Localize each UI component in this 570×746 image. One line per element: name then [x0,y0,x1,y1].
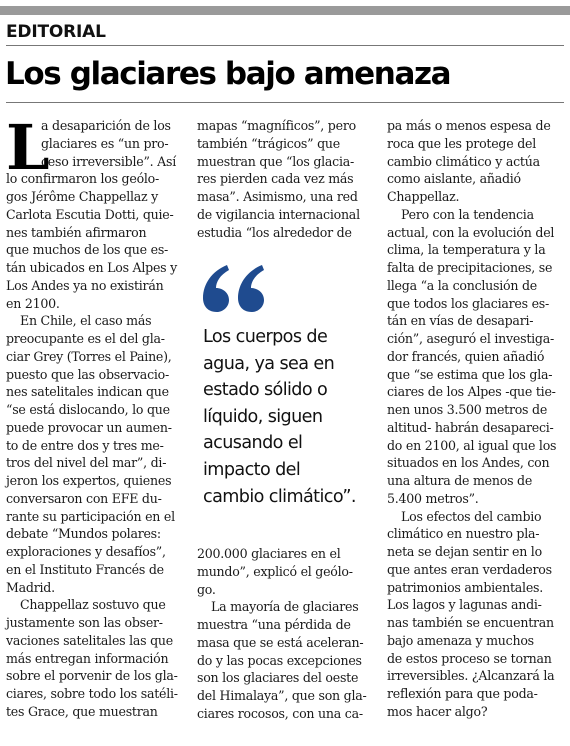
text-line: que “se estima que los gla- [387,366,553,382]
text-line: tros del nivel del mar”, di- [6,455,167,471]
text-line: ceso irreversible”. Así [41,153,176,169]
text-line: de vigilancia internacional [197,206,360,222]
text-line: ciares de los Alpes -que tie- [387,384,556,400]
column-2-top [197,117,379,241]
section-label: EDITORIAL [6,22,106,42]
column-2-bottom [197,545,379,723]
text-line: tes Grace, que muestran [6,703,158,719]
text-line: muestran que “los glacia- [197,153,355,169]
text-line: rante su participación en el [6,508,175,524]
text-line: ción”, aseguró el investiga- [387,331,554,346]
quote-line: Los cuerpos de [203,327,328,347]
text-line: de estos proceso se tornan [387,650,552,666]
text-line: mundo”, explicó el geólo- [197,563,353,579]
text-line: del Himalaya”, que son gla- [197,688,367,703]
text-line: reflexión para que poda- [387,686,538,701]
text-line: cambio climático y actúa [387,153,540,169]
text-line: como aislante, añadió [387,171,521,187]
text-line: ciares rocosos, con una ca- [197,705,363,721]
text-line: en 2100. [6,295,60,311]
text-line: justamente son las obser- [6,615,163,630]
text-line: puesto que las observacio- [6,366,169,382]
quote-line: acusando el [203,433,303,454]
text-line: que antes eran verdaderos [387,561,552,577]
text-line: más entregan información [6,650,169,666]
text-line: bajo amenaza y muchos [387,632,534,648]
text-line: que muchos de los que es- [6,242,169,258]
text-line: nes también afirmaron [6,224,147,240]
text-line: mapas “magníficos”, pero [197,118,356,133]
quote-line: líquido, siguen [203,406,323,427]
pull-quote [203,324,383,510]
text-line: gos Jérôme Chappellaz y [6,189,159,204]
text-line: mos hacer algo? [387,703,488,719]
quote-line: agua, ya sea en [203,353,335,374]
text-line: también “trágicos” que [197,135,340,151]
text-line: altitud- habrán desapareci- [387,419,554,435]
text-line: En Chile, el caso más [20,313,152,329]
text-line: a desaparición de los [41,118,171,133]
quote-line: impacto del [203,459,301,480]
text-line: Madrid. [6,579,55,595]
text-line: tán ubicados en Los Alpes y [6,260,178,275]
text-line: conversaron con EFE du- [6,490,162,506]
text-line: climático en nuestro pla- [387,526,540,542]
text-line: Los Andes ya no existirán [6,277,164,293]
text-line: Chappellaz. [387,189,460,204]
text-line: to de entre dos y tres me- [6,437,164,453]
text-line: Carlota Escutia Dotti, quie- [6,206,174,222]
text-line: nen unos 3.500 metros de [387,402,548,417]
text-line: jeron los expertos, quienes [6,473,172,488]
text-line: 200.000 glaciares en el [197,546,341,561]
text-line: glaciares es “un pro- [41,135,169,151]
text-line: La mayoría de glaciares [211,599,359,615]
text-line: en el Instituto Francés de [6,561,164,577]
quote-line: cambio climático”. [203,486,356,507]
divider [6,102,564,103]
text-line: vaciones satelitales las que [6,632,174,648]
text-line: debate “Mundos polares: [6,526,161,542]
text-line: muestra “una pérdida de [197,617,351,632]
text-line: clima, la temperatura y la [387,242,546,258]
text-line: ciares, sobre todo los satéli- [6,686,178,701]
text-line: irreversibles. ¿Alcanzará la [387,668,555,684]
text-line: neta se dejan sentir en lo [387,544,542,559]
drop-cap: L [6,111,50,184]
text-line: ciar Grey (Torres el Paine), [6,348,172,364]
text-line: 5.400 metros”. [387,490,479,506]
text-line: estudia “los alrededor de [197,224,352,240]
divider [6,45,564,46]
text-line: exploraciones y desafíos”, [6,544,166,559]
top-bar [0,6,570,15]
column-3 [387,117,569,721]
text-line: preocupante es el del gla- [6,331,165,346]
text-line: do en 2100, al igual que los [387,437,557,453]
text-line: masa que se está aceleran- [197,634,364,650]
column-1 [6,111,188,721]
text-line: “se está dislocando, lo que [6,402,170,417]
text-line: Pero con la tendencia [401,206,534,222]
text-line: una altura de menos de [387,473,533,488]
text-line: masa”. Asimismo, una red [197,189,358,204]
headline: Los glaciares bajo amenaza [5,56,451,92]
text-line: son los glaciares del oeste [197,670,359,686]
quote-line: estado sólido o [203,380,328,401]
text-line: pa más o menos espesa de [387,118,551,133]
text-line: que todos los glaciares es- [387,295,550,311]
text-line: lo confirmaron los geólo- [6,171,160,187]
text-line: nas también se encuentran [387,615,554,630]
text-line: dor francés, quien añadió [387,348,545,364]
text-line: actual, con la evolución del [387,224,555,240]
quote-mark-icon [203,262,267,314]
text-line: patrimonios ambientales. [387,579,544,595]
text-line: tán en vías de desapari- [387,313,534,329]
text-line: puede provocar un aumen- [6,419,172,435]
text-line: roca que les protege del [387,135,536,151]
text-line: sobre el porvenir de los gla- [6,668,178,684]
text-line: Los efectos del cambio [401,508,542,524]
text-line: res pierden cada vez más [197,171,354,187]
text-line: Chappellaz sostuvo que [20,597,166,613]
text-line: situados en los Andes, con [387,455,550,471]
text-line: do y las pocas excepciones [197,652,362,668]
text-line: llega “a la conclusión de [387,277,537,293]
text-line: Los lagos y lagunas andi- [387,597,542,613]
text-line: nes satelitales indican que [6,384,169,400]
text-line: falta de precipitaciones, se [387,260,553,275]
text-line: go. [197,581,216,597]
